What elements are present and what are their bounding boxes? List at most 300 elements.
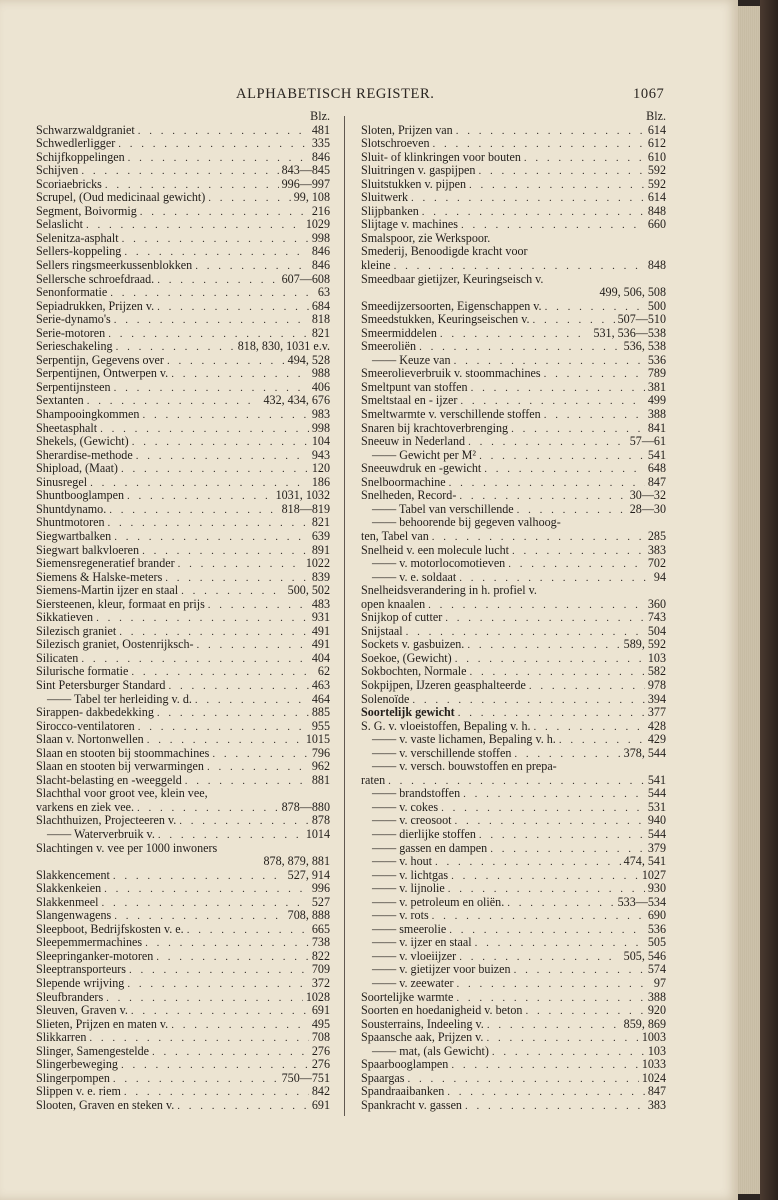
entry-page-ref: 592 [647,177,666,191]
entry-term: Slacht-belasting en -weeggeld [36,773,182,787]
entry-page-ref: 931 [311,611,330,625]
index-entry [36,381,330,395]
entry-term: —— v. zeewater [372,977,454,990]
entry-page-ref: 536, 538 [623,340,666,354]
entry-term: Spaargas [361,1071,405,1085]
entry-page-ref: 750—751 [281,1071,330,1085]
entry-page-ref: 474, 541 [623,855,666,869]
dot-leader [435,856,621,868]
page-number: 1067 [633,86,665,102]
dot-leader [137,802,279,814]
index-entry [36,232,330,246]
entry-term: Slakkencement [36,868,110,882]
entry-term: Smeltstaal en - ijzer [361,394,458,408]
entry-page-ref: 589, 592 [623,638,666,652]
dot-leader [118,138,309,150]
entry-page-ref: 1031, 1032 [275,489,330,503]
dot-leader [441,802,645,814]
dot-leader [104,883,309,895]
entry-term: Schwarzwaldgraniet [36,123,135,137]
entry-page-ref: 639 [311,529,330,543]
entry-term: Snijkop of cutter [361,611,443,625]
entry-term: Segment, Boivormig [36,204,137,218]
entry-page-ref: 276 [311,1044,330,1058]
entry-term: Sleufbranders [36,990,104,1004]
entry-page-ref: 544 [647,787,666,801]
dot-leader [171,368,309,380]
entry-page-ref: 660 [647,218,666,232]
entry-page-ref: 28—30 [629,502,666,516]
dot-leader [459,951,620,963]
index-entry [361,1004,666,1018]
index-entry [36,963,330,977]
entry-page-ref: 97 [653,977,666,990]
index-entry [361,232,666,246]
index-entry [361,842,666,856]
entry-term: Shekels, (Gewicht) [36,435,129,449]
dot-leader [122,233,309,245]
entry-page-ref: 531 [647,800,666,814]
dot-leader [465,1100,645,1112]
entry-term: Sirappen- dakbedekking [36,706,154,720]
entry-page-ref: 996—997 [281,177,330,191]
index-entry [36,313,330,327]
entry-page-ref: 504 [647,624,666,638]
index-entry [36,1072,330,1086]
entry-page-ref: 377 [647,706,666,720]
entry-term: Slieten, Prijzen en maten v. [36,1017,169,1031]
index-entry [361,882,666,896]
dot-leader [456,125,645,137]
entry-term: raten [361,773,386,787]
entry-term: varkens en ziek vee. [36,800,135,814]
index-entry [36,205,330,219]
entry-term: Serpentijnsteen [36,380,111,394]
entry-term: Smeltpunt van stoffen [361,380,468,394]
entry-term: Sokpijpen, IJzeren geasphalteerde [361,678,526,692]
entry-term: Siegwartbalken [36,529,112,543]
index-entry [36,300,330,314]
index-entry [361,300,666,314]
index-entry [361,828,666,842]
index-entry [36,1058,330,1072]
dot-leader [157,301,309,313]
entry-page-ref: 962 [311,760,330,774]
entry-term: Snijstaal [361,624,403,638]
dot-leader [114,531,309,543]
entry-term: Serpentijn, Gegevens over [36,353,164,367]
entry-page-ref: 57—61 [629,435,666,449]
entry-term: Slangenwagens [36,909,112,923]
entry-page-ref: 536 [647,353,666,367]
entry-page-ref: 335 [311,137,330,151]
index-entry [361,679,666,693]
dot-leader [478,165,644,177]
entry-term: Shuntdynamo. [36,502,107,516]
dot-leader [419,341,621,353]
entry-page-ref: 885 [311,706,330,720]
index-entry [361,503,666,517]
entry-page-ref: 843—845 [281,164,330,178]
entry-term: Spaansche aak, Prijzen v. [361,1031,484,1045]
dot-leader [136,450,309,462]
entry-term: Sluit- of klinkringen voor bouten [361,150,521,164]
index-entry [36,435,330,449]
index-entry [36,693,330,707]
dot-leader [459,490,626,502]
index-entry [36,408,330,422]
dot-leader [467,639,620,651]
dot-leader [158,829,303,841]
entry-page-ref: 1022 [305,557,330,571]
index-entry [36,137,330,151]
index-entry [361,273,666,287]
index-entry [361,693,666,707]
entry-term: Solenoïde [361,692,410,706]
entry-page-ref: 846 [311,150,330,164]
entry-page-ref: 878—880 [281,800,330,814]
entry-page-ref: 708, 888 [287,909,330,923]
entry-term: Silurische formatie [36,665,129,679]
dot-leader [127,978,309,990]
index-entry [361,489,666,503]
entry-term: —— mat, (als Gewicht) [372,1044,489,1058]
entry-term: Siersteenen, kleur, formaat en prijs [36,597,205,611]
dot-leader [187,924,309,936]
entry-page-ref: 527, 914 [287,868,330,882]
index-entry [361,1031,666,1045]
dot-leader [508,558,645,570]
entry-page-ref: 527 [311,895,330,909]
entry-term: Sellers-koppeling [36,245,122,259]
dot-leader [514,748,620,760]
entry-term: Sockets v. gasbuizen. [361,638,465,652]
entry-term: Siegwart balkvloeren [36,543,140,557]
index-entry [361,151,666,165]
index-entry [36,273,330,287]
dot-leader [544,409,645,421]
index-entry [361,530,666,544]
entry-term: Snelheden, Record- [361,489,457,503]
index-entry [361,449,666,463]
entry-term: —— v. creosoot [372,814,452,828]
dot-leader [181,585,285,597]
dot-leader [145,937,309,949]
entry-term: Schwedlerligger [36,137,116,151]
dot-leader [138,721,309,733]
entry-page-ref: 216 [311,204,330,218]
entry-page-ref: 821 [311,516,330,530]
index-entry [361,950,666,964]
index-entry [361,205,666,219]
dot-leader [394,260,645,272]
entry-page-ref: 360 [647,597,666,611]
dot-leader [105,179,279,191]
left-index-column [36,110,330,1112]
entry-page-ref: 822 [311,949,330,963]
index-entry [36,557,330,571]
entry-page-ref: 878, 879, 881 [263,855,330,869]
index-entry [36,814,330,828]
dot-leader [525,1005,644,1017]
dot-leader [207,761,309,773]
index-entry [36,259,330,273]
dot-leader [455,815,645,827]
index-entry [36,828,330,842]
entry-page-ref: 691 [311,1004,330,1018]
entry-term: Sepiadrukken, Prijzen v. [36,299,155,313]
dot-leader [147,734,303,746]
index-entry [361,1085,666,1099]
entry-page-ref: 94 [653,570,666,584]
index-entry [361,652,666,666]
dot-leader [106,992,303,1004]
entry-term: Slachthuizen, Projecteeren v. [36,814,177,828]
running-head [0,86,738,106]
index-entry [361,936,666,950]
entry-term: Slotschroeven [361,137,430,151]
entry-term: ten, Tabel van [361,529,429,543]
entry-term: Shuntbooglampen [36,489,125,503]
entry-page-ref: 846 [311,259,330,273]
dot-leader [479,450,645,462]
entry-page-ref: 821 [311,326,330,340]
entry-page-ref: 709 [311,963,330,977]
dot-leader [407,1073,638,1085]
index-entry [36,218,330,232]
entry-page-ref: 859, 869 [623,1017,666,1031]
entry-page-ref: 491 [311,638,330,652]
dot-leader [455,653,645,665]
entry-page-ref: 383 [647,1098,666,1112]
dot-leader [142,545,309,557]
entry-page-ref: 429 [647,733,666,747]
entry-page-ref: 1033 [641,1058,666,1072]
entry-page-ref: 978 [647,678,666,692]
index-entry [36,611,330,625]
entry-term: Sint Petersburger Standard [36,678,166,692]
dot-leader [167,355,285,367]
index-entry [361,896,666,910]
dot-leader [208,599,309,611]
dot-leader [108,328,309,340]
entry-term: —— v. ijzer en staal [372,936,472,950]
entry-term: Smeedijzersoorten, Eigenschappen v. [361,299,542,313]
entry-page-ref: 988 [311,367,330,381]
entry-page-ref: 796 [311,746,330,760]
entry-term: Silezisch graniet [36,624,117,638]
entry-term: Slepende wrijving [36,977,125,990]
entry-page-ref: 120 [311,462,330,476]
entry-term: —— gassen en dampen [372,841,488,855]
entry-term: open knaalen [361,597,426,611]
index-entry [361,571,666,585]
dot-leader [449,477,645,489]
entry-term: Selaslicht [36,218,84,232]
entry-term: Serieschakeling [36,340,113,354]
index-entry [361,584,666,598]
dot-leader [388,775,645,787]
index-entry [36,394,330,408]
index-entry [36,367,330,381]
entry-page-ref: 404 [311,651,330,665]
dot-leader [433,138,645,150]
entry-page-ref: 1028 [305,990,330,1004]
dot-leader [411,192,645,204]
entry-page-ref: 103 [647,651,666,665]
dot-leader [185,775,309,787]
index-entry [361,977,666,991]
dot-leader [81,653,309,665]
entry-page-ref: 708 [311,1031,330,1045]
entry-page-ref: 983 [311,408,330,422]
entry-term: Sluitwerk [361,191,409,205]
dot-leader [100,423,309,435]
dot-leader [109,504,278,516]
entry-page-ref: 483 [311,597,330,611]
dot-leader [165,572,309,584]
entry-page-ref: 544 [647,827,666,841]
entry-term: Smeedstukken, Keuringseischen v. [361,313,530,327]
dot-leader [544,368,645,380]
entry-term: Smederij, Benoodigde kracht voor [361,245,528,259]
index-entry [36,164,330,178]
entry-page-ref: 62 [317,665,330,679]
index-entry [36,909,330,923]
entry-page-ref: 531, 536—538 [593,326,666,340]
entry-term: Soortelijk gewicht [361,706,455,720]
entry-term: Sleepboot, Bedrijfskosten v. e. [36,922,184,936]
entry-page-ref: 998 [311,421,330,435]
entry-page-ref: 500, 502 [287,584,330,598]
dot-leader [428,599,645,611]
dot-leader [177,1100,309,1112]
entry-page-ref: 574 [647,963,666,977]
entry-page-ref: 388 [647,990,666,1004]
index-entry [36,151,330,165]
entry-page-ref: 1015 [305,733,330,747]
entry-term: Shampooingkommen [36,408,140,422]
entry-page-ref: 612 [647,137,666,151]
entry-term: Serpentijnen, Ontwerpen v. [36,367,169,381]
entry-term: Smeeroliën [361,340,417,354]
dot-leader [87,395,261,407]
index-entry [361,869,666,883]
dot-leader [81,165,278,177]
dot-leader [412,694,644,706]
dot-leader [507,897,614,909]
index-entry [36,191,330,205]
entry-page-ref: 536 [647,922,666,936]
index-entry [36,124,330,138]
entry-page-ref: 702 [647,557,666,571]
dot-leader [86,219,303,231]
dot-leader [114,910,284,922]
index-entry [361,367,666,381]
dot-leader [559,734,645,746]
entry-term: Slippen v. e. riem [36,1085,121,1099]
entry-page-ref: 1014 [305,827,330,841]
dot-leader [208,192,290,204]
entry-page-ref: 432, 434, 676 [263,394,330,408]
entry-page-ref: 920 [647,1004,666,1018]
index-entry [361,259,666,273]
entry-term: —— v. rots [372,909,429,923]
dot-leader [447,1086,645,1098]
index-entry [361,124,666,138]
dot-leader [114,382,309,394]
dot-leader [178,558,303,570]
index-entry [361,787,666,801]
index-entry [36,1045,330,1059]
entry-term: —— v. lijnolie [372,882,445,896]
dot-leader [171,1019,309,1031]
dot-leader [113,870,285,882]
index-entry [36,896,330,910]
entry-term: Snelheidsverandering in h. profiel v. [361,584,537,598]
index-entry [361,462,666,476]
entry-term: Sellers ringsmeerkussenblokken [36,259,193,273]
index-entry [361,137,666,151]
dot-leader [114,314,309,326]
index-entry [36,340,330,354]
entry-page-ref: 30—32 [629,489,666,503]
entry-term: Slinger, Samengestelde [36,1044,150,1058]
entry-page-ref: 428 [647,719,666,733]
entry-page-ref: 839 [311,570,330,584]
entry-page-ref: 99, 108 [293,191,330,205]
index-entry [36,882,330,896]
dot-leader [96,612,309,624]
dot-leader [195,260,309,272]
entry-page-ref: 63 [317,286,330,300]
entry-term: Shuntmotoren [36,516,105,530]
entry-term: Slaan en stooten bij stoommachines [36,746,210,760]
index-entry [36,855,330,869]
dot-leader [108,517,309,529]
entry-page-ref: 943 [311,448,330,462]
dot-leader [469,179,645,191]
index-entry [36,747,330,761]
index-entry [36,977,330,991]
index-entry [36,774,330,788]
index-entry [36,801,330,815]
index-entry [36,787,330,801]
entry-term: —— Tabel ter herleiding v. d. [47,692,192,706]
index-entry [36,842,330,856]
entry-page-ref: 607—608 [281,272,330,286]
entry-page-ref: 818 [311,313,330,327]
entry-page-ref: 383 [647,543,666,557]
dot-leader [138,125,309,137]
index-entry [36,584,330,598]
entry-page-ref: 285 [647,529,666,543]
entry-page-ref: 614 [647,191,666,205]
dot-leader [545,301,645,313]
entry-page-ref: 592 [647,164,666,178]
dot-leader [132,436,309,448]
dot-leader [458,707,645,719]
entry-term: Soorten en hoedanigheid v. beton [361,1004,523,1018]
dot-leader [157,274,278,286]
entry-term: Sleuven, Graven v. [36,1004,128,1018]
dot-leader [445,612,645,624]
entry-page-ref: 186 [311,475,330,489]
dot-leader [121,463,309,475]
entry-term: Slaan en stooten bij verwarmingen [36,760,204,774]
entry-term: Slakkenkeien [36,882,102,896]
entry-page-ref: 610 [647,150,666,164]
